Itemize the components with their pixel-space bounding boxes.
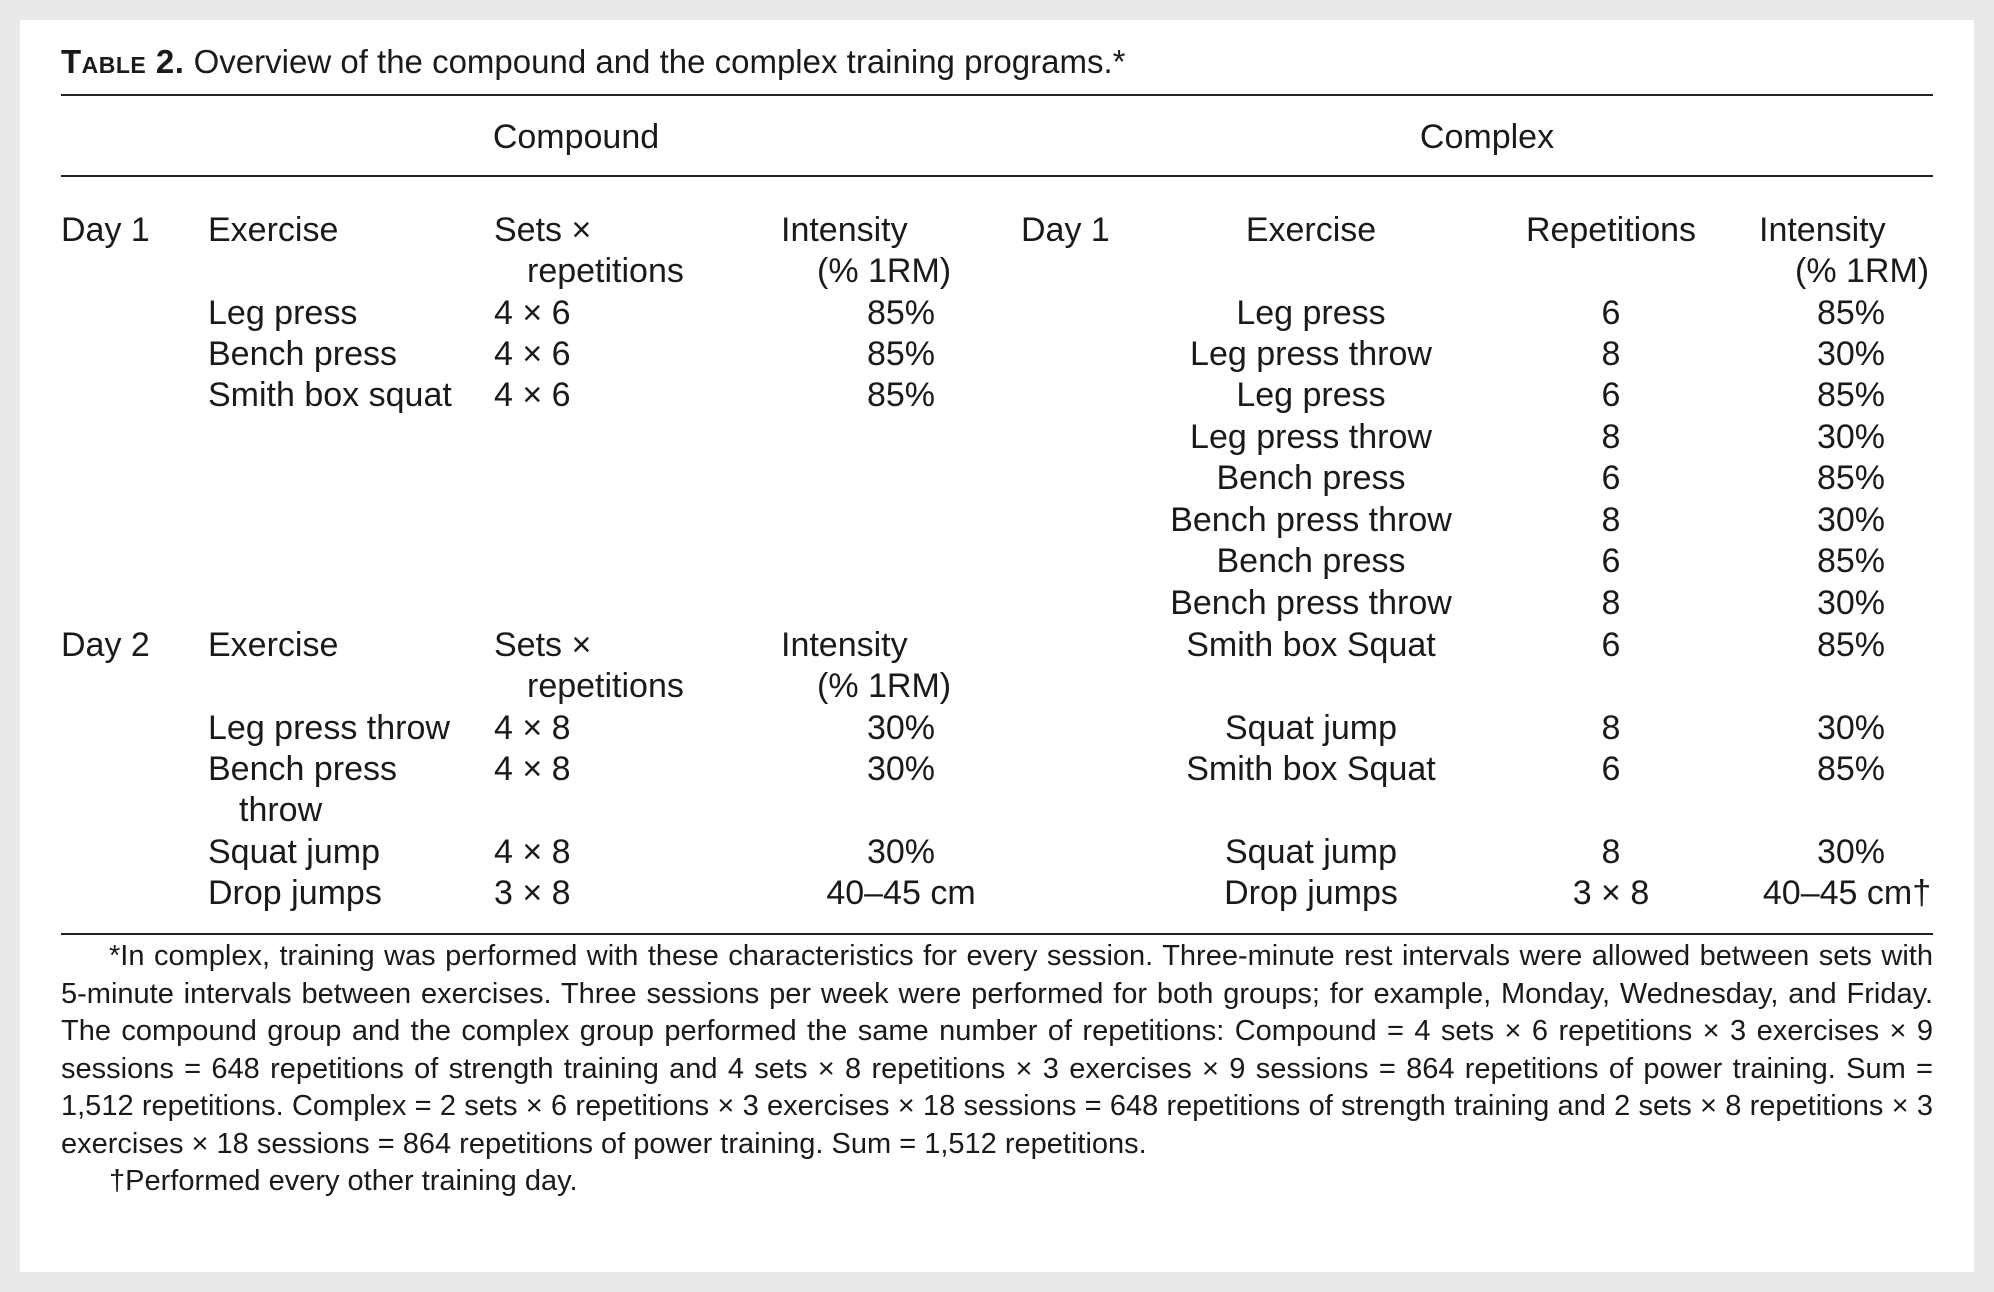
complex-row-1-exercise: Leg press	[1236, 294, 1386, 332]
compound-day2-row-4-exercise: Drop jumps	[208, 874, 382, 912]
compound-day1-row-2-intensity: 85%	[866, 335, 936, 373]
complex-row-9-reps: 6	[1601, 626, 1621, 664]
complex-row-13-reps: 3 × 8	[1572, 874, 1650, 912]
complex-row-8-exercise: Bench press throw	[1170, 584, 1452, 622]
compound-day2-header-exercise: Exercise	[208, 626, 339, 664]
complex-row-11-reps: 6	[1601, 750, 1621, 788]
compound-day1-row-2-exercise: Bench press	[208, 335, 397, 373]
complex-row-4-exercise: Leg press throw	[1190, 418, 1432, 456]
compound-day1-header-intensity: Intensity	[781, 211, 908, 249]
compound-day1-row-1-exercise: Leg press	[208, 294, 358, 332]
complex-header-exercise: Exercise	[1245, 211, 1377, 249]
complex-row-5-exercise: Bench press	[1216, 459, 1406, 497]
compound-day1-header-exercise: Exercise	[208, 211, 339, 249]
compound-day1-label: Day 1	[61, 211, 150, 249]
group-header-compound: Compound	[492, 118, 660, 156]
complex-row-7-reps: 6	[1601, 542, 1621, 580]
complex-row-3-intensity: 85%	[1816, 376, 1886, 414]
table-title	[61, 40, 1125, 84]
table-label: Table 2.	[61, 43, 185, 80]
compound-day1-row-1-sets: 4 × 6	[494, 294, 571, 332]
complex-row-2-exercise: Leg press throw	[1190, 335, 1432, 373]
compound-day2-row-3-exercise: Squat jump	[208, 833, 380, 871]
compound-day2-row-4-sets: 3 × 8	[494, 874, 571, 912]
complex-row-9-exercise: Smith box Squat	[1186, 626, 1436, 664]
table-caption: Overview of the compound and the complex training programs.*	[193, 43, 1126, 80]
compound-day2-header-sets-line2: repetitions	[527, 667, 684, 705]
complex-row-6-reps: 8	[1601, 501, 1621, 539]
complex-row-3-exercise: Leg press	[1236, 376, 1386, 414]
compound-day1-row-2-sets: 4 × 6	[494, 335, 571, 373]
bottom-rule	[61, 933, 1933, 935]
complex-row-9-intensity: 85%	[1816, 626, 1886, 664]
compound-day1-row-3-intensity: 85%	[866, 376, 936, 414]
complex-row-10-exercise: Squat jump	[1225, 709, 1397, 747]
compound-day2-row-1-exercise: Leg press throw	[208, 709, 450, 747]
compound-day1-header-sets-line2: repetitions	[527, 252, 684, 290]
table-footnotes	[61, 938, 1933, 1201]
compound-day2-row-2-sets: 4 × 8	[494, 750, 571, 788]
group-header-complex: Complex	[1419, 118, 1555, 156]
complex-day1-label: Day 1	[1021, 211, 1110, 249]
compound-day2-header-intensity: Intensity	[781, 626, 908, 664]
footnote-dagger: †Performed every other training day.	[109, 1165, 578, 1197]
compound-day2-row-3-sets: 4 × 8	[494, 833, 571, 871]
compound-day2-row-3-intensity: 30%	[866, 833, 936, 871]
complex-row-11-intensity: 85%	[1816, 750, 1886, 788]
complex-row-7-exercise: Bench press	[1216, 542, 1406, 580]
compound-day2-row-2-intensity: 30%	[866, 750, 936, 788]
complex-row-1-intensity: 85%	[1816, 294, 1886, 332]
footnote-star: *In complex, training was performed with these characteristics for every session. Three-minute rest intervals were allowed between sets with 5-minute intervals between exercises. Three sessions per week were performed for both groups; for example, Monday, Wednesday, and Friday. The compound group and the complex group performed the same number of repetitions: Compound = 4 sets × 6 repetitions × 3 exercises × 9 sessions = 648 repetitions of strength training and 4 sets × 8 repetitions × 3 exercises × 9 sessions = 864 repetitions of power training. Sum = 1,512 repetitions. Complex = 2 sets × 6 repetitions × 3 exercises × 18 sessions = 648 repetitions of strength training and 2 sets × 8 repetitions × 3 exercises × 18 sessions = 864 repetitions of power training. Sum = 1,512 repetitions.	[61, 940, 1933, 1160]
complex-row-6-exercise: Bench press throw	[1170, 501, 1452, 539]
compound-day2-label: Day 2	[61, 626, 150, 664]
complex-row-2-intensity: 30%	[1816, 335, 1886, 373]
complex-row-1-reps: 6	[1601, 294, 1621, 332]
compound-day2-header-intensity-line2: (% 1RM)	[817, 667, 952, 705]
complex-row-8-intensity: 30%	[1816, 584, 1886, 622]
compound-day2-row-2-exercise: Bench press	[208, 750, 397, 788]
compound-day2-header-sets: Sets ×	[494, 626, 592, 664]
complex-row-6-intensity: 30%	[1816, 501, 1886, 539]
compound-day1-row-3-sets: 4 × 6	[494, 376, 571, 414]
compound-day1-header-intensity-line2: (% 1RM)	[817, 252, 952, 290]
complex-header-intensity-line2: (% 1RM)	[1795, 252, 1930, 290]
compound-day2-row-1-intensity: 30%	[866, 709, 936, 747]
compound-day2-row-2-exercise-line2: throw	[239, 791, 323, 829]
complex-header-intensity: Intensity	[1759, 211, 1886, 249]
complex-row-10-reps: 8	[1601, 709, 1621, 747]
group-rule	[61, 175, 1933, 177]
compound-day1-row-3-exercise: Smith box squat	[208, 376, 452, 414]
complex-row-5-intensity: 85%	[1816, 459, 1886, 497]
complex-row-5-reps: 6	[1601, 459, 1621, 497]
complex-row-7-intensity: 85%	[1816, 542, 1886, 580]
complex-row-12-exercise: Squat jump	[1225, 833, 1397, 871]
compound-day2-row-1-sets: 4 × 8	[494, 709, 571, 747]
compound-day1-header-sets: Sets ×	[494, 211, 592, 249]
top-rule	[61, 94, 1933, 96]
complex-row-4-reps: 8	[1601, 418, 1621, 456]
complex-row-11-exercise: Smith box Squat	[1186, 750, 1436, 788]
table-card	[20, 20, 1974, 1272]
complex-row-12-reps: 8	[1601, 833, 1621, 871]
complex-row-12-intensity: 30%	[1816, 833, 1886, 871]
complex-header-repetitions: Repetitions	[1525, 211, 1697, 249]
complex-row-4-intensity: 30%	[1816, 418, 1886, 456]
complex-row-3-reps: 6	[1601, 376, 1621, 414]
complex-row-10-intensity: 30%	[1816, 709, 1886, 747]
complex-row-2-reps: 8	[1601, 335, 1621, 373]
complex-row-8-reps: 8	[1601, 584, 1621, 622]
compound-day2-row-4-intensity: 40–45 cm	[826, 874, 976, 912]
complex-row-13-intensity: 40–45 cm†	[1762, 874, 1932, 912]
compound-day1-row-1-intensity: 85%	[866, 294, 936, 332]
complex-row-13-exercise: Drop jumps	[1224, 874, 1398, 912]
